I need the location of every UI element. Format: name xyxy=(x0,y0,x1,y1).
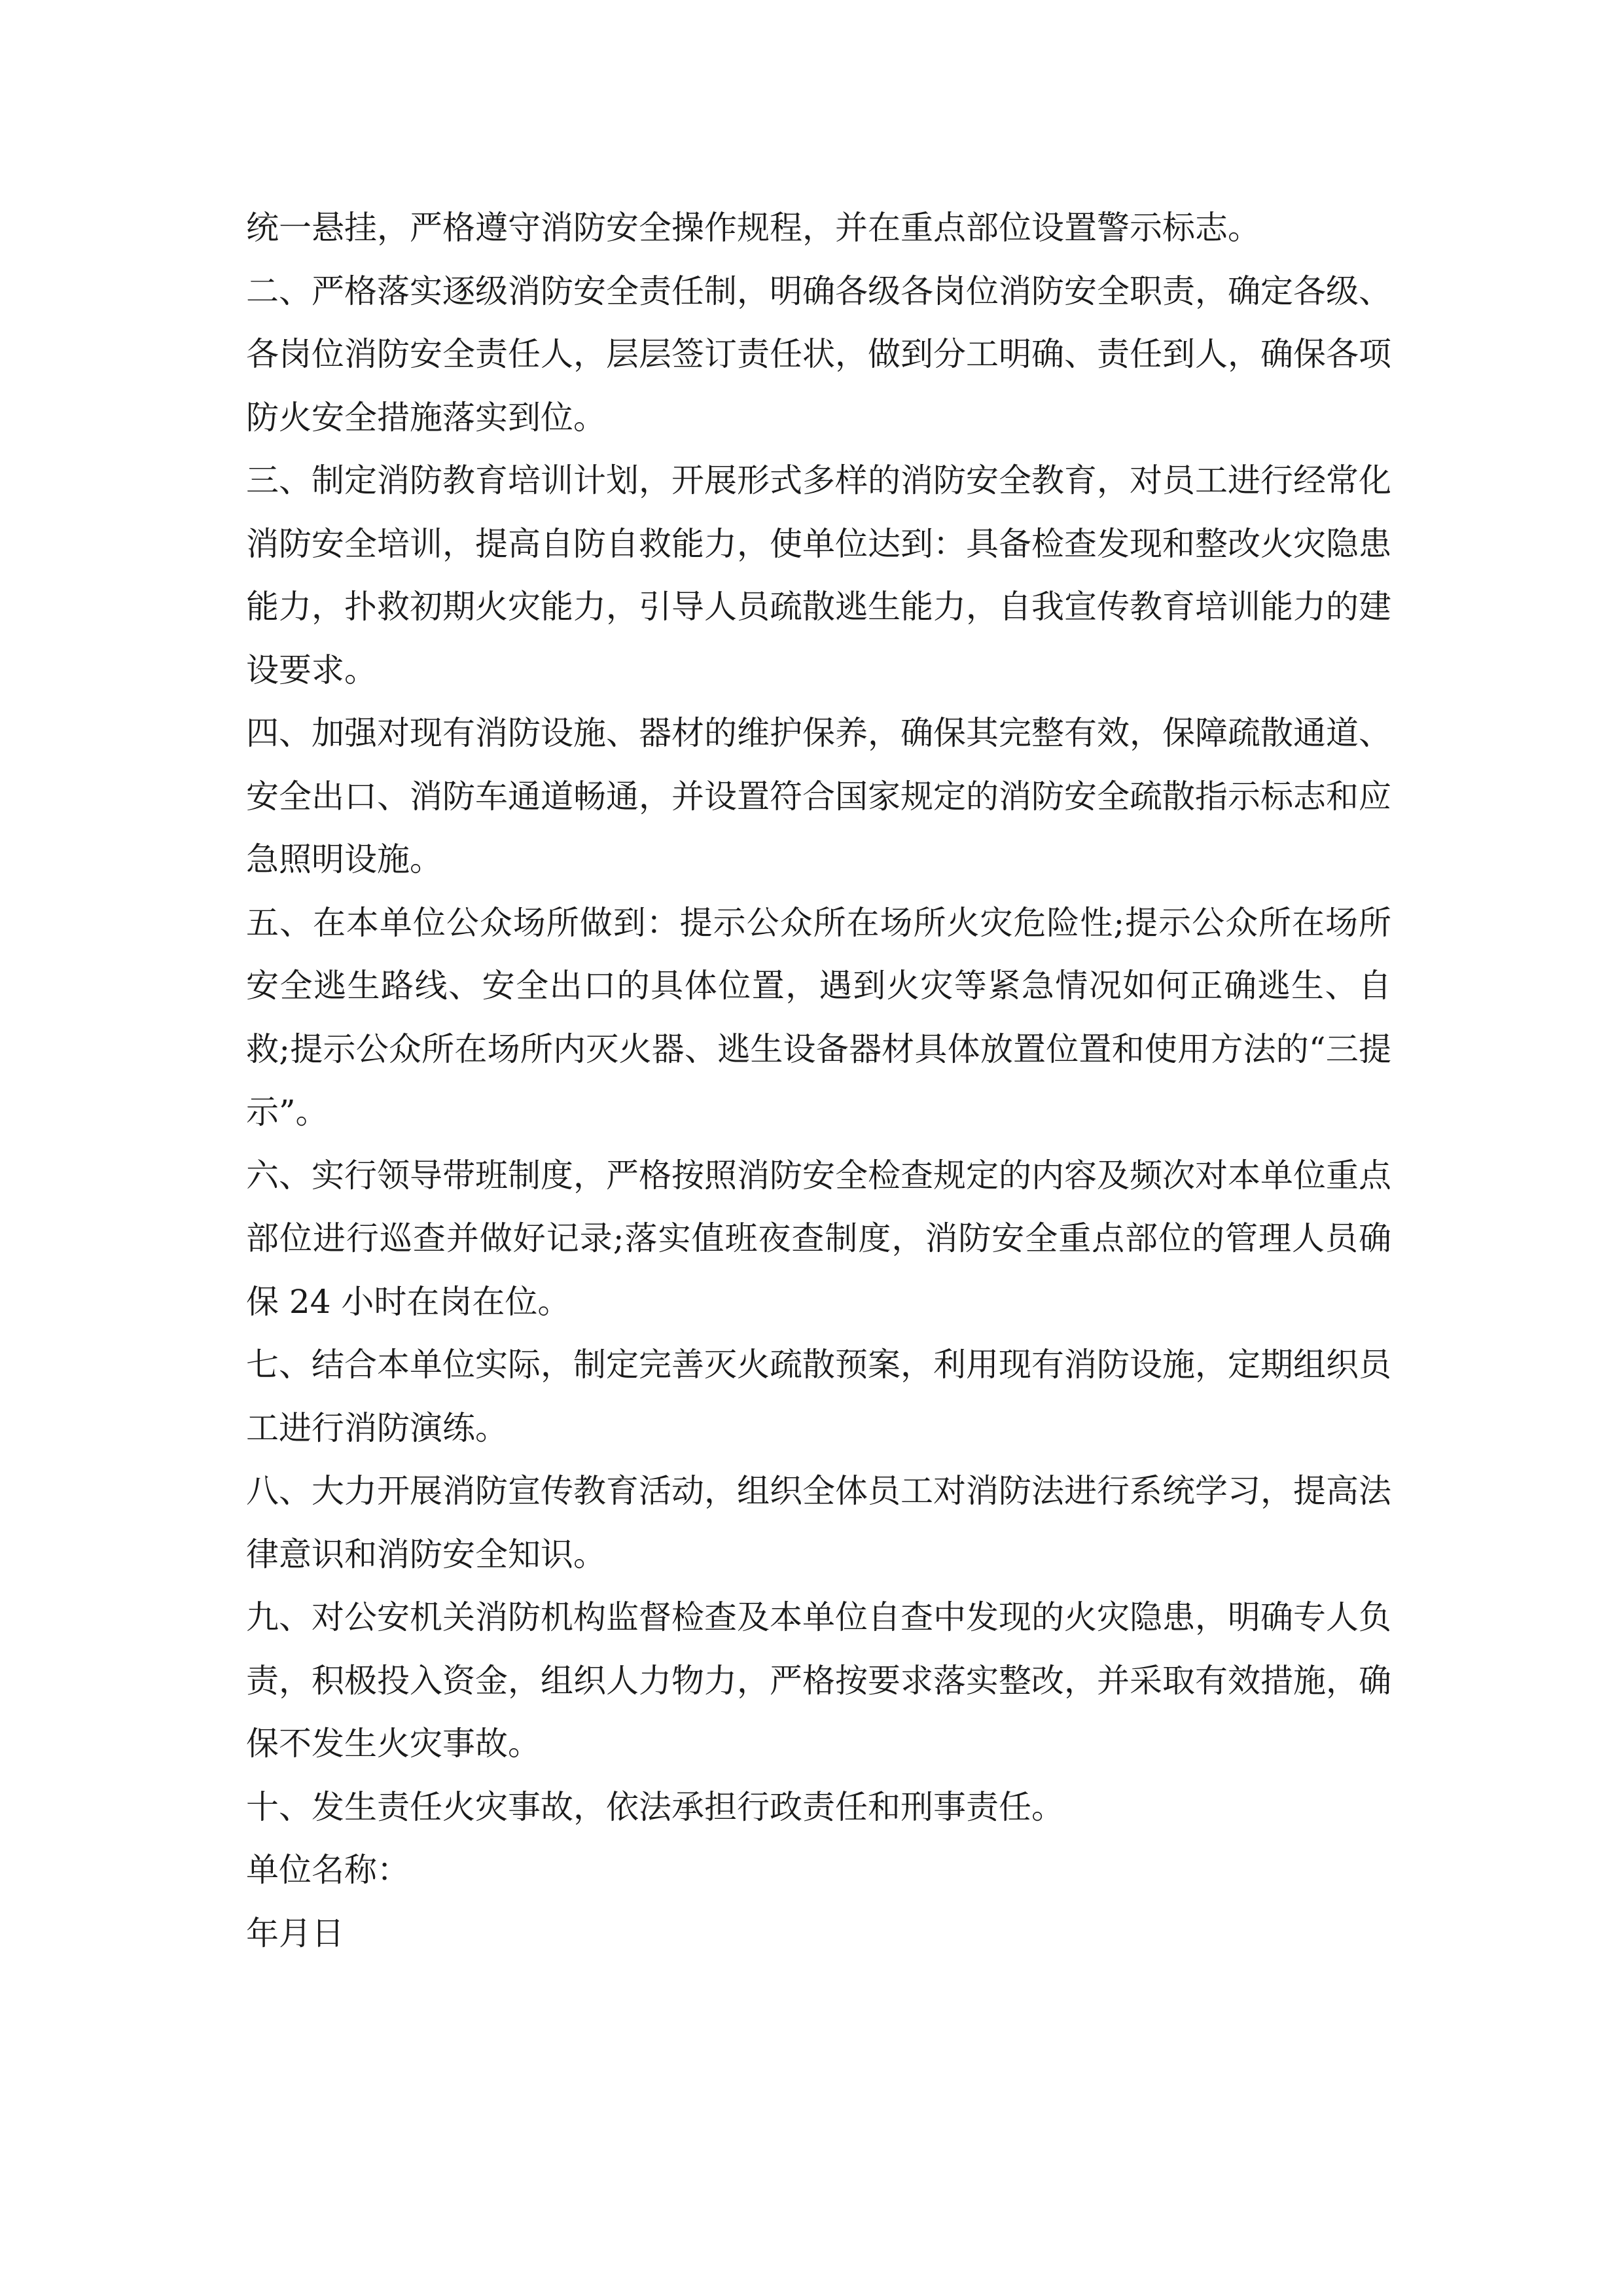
paragraph-item-7: 七、结合本单位实际，制定完善灭火疏散预案，利用现有消防设施，定期组织员工进行消防演练。 xyxy=(246,1346,1391,1447)
date-label: 年月日 xyxy=(246,1914,344,1952)
paragraph-item-8: 八、大力开展消防宣传教育活动，组织全体员工对消防法进行系统学习，提高法律意识和消防安全知识。 xyxy=(246,1472,1391,1573)
unit-name-label: 单位名称： xyxy=(246,1851,410,1889)
paragraph-continuation: 统一悬挂，严格遵守消防安全操作规程，并在重点部位设置警示标志。 xyxy=(246,209,1260,247)
paragraph-item-6: 六、实行领导带班制度，严格按照消防安全检查规定的内容及频次对本单位重点部位进行巡查并做好记录;落实值班夜查制度，消防安全重点部位的管理人员确保 24 小时在岗在位。 xyxy=(246,1156,1391,1321)
paragraph-item-10: 十、发生责任火灾事故，依法承担行政责任和刑事责任。 xyxy=(246,1787,1064,1826)
paragraph-item-4: 四、加强对现有消防设施、器材的维护保养，确保其完整有效，保障疏散通道、安全出口、消防车通道畅通，并设置符合国家规定的消防安全疏散指示标志和应急照明设施。 xyxy=(246,714,1391,878)
paragraph-item-5: 五、在本单位公众场所做到：提示公众所在场所火灾危险性;提示公众所在场所安全逃生路线、安全出口的具体位置，遇到火灾等紧急情况如何正确逃生、自救;提示公众所在场所内灭火器、逃生设备器材具体放置位置和使用方法的“三提示”。 xyxy=(246,903,1391,1131)
paragraph-item-3: 三、制定消防教育培训计划，开展形式多样的消防安全教育，对员工进行经常化消防安全培训，提高自防自救能力，使单位达到：具备检查发现和整改火灾隐患能力，扑救初期火灾能力，引导人员疏散逃生能力，自我宣传教育培训能力的建设要求。 xyxy=(246,461,1391,689)
paragraph-item-9: 九、对公安机关消防机构监督检查及本单位自查中发现的火灾隐患，明确专人负责，积极投入资金，组织人力物力，严格按要求落实整改，并采取有效措施，确保不发生火灾事故。 xyxy=(246,1598,1391,1763)
document-body xyxy=(246,196,1391,1965)
paragraph-item-2: 二、严格落实逐级消防安全责任制，明确各级各岗位消防安全职责，确定各级、各岗位消防安全责任人，层层签订责任状，做到分工明确、责任到人，确保各项防火安全措施落实到位。 xyxy=(246,272,1391,437)
